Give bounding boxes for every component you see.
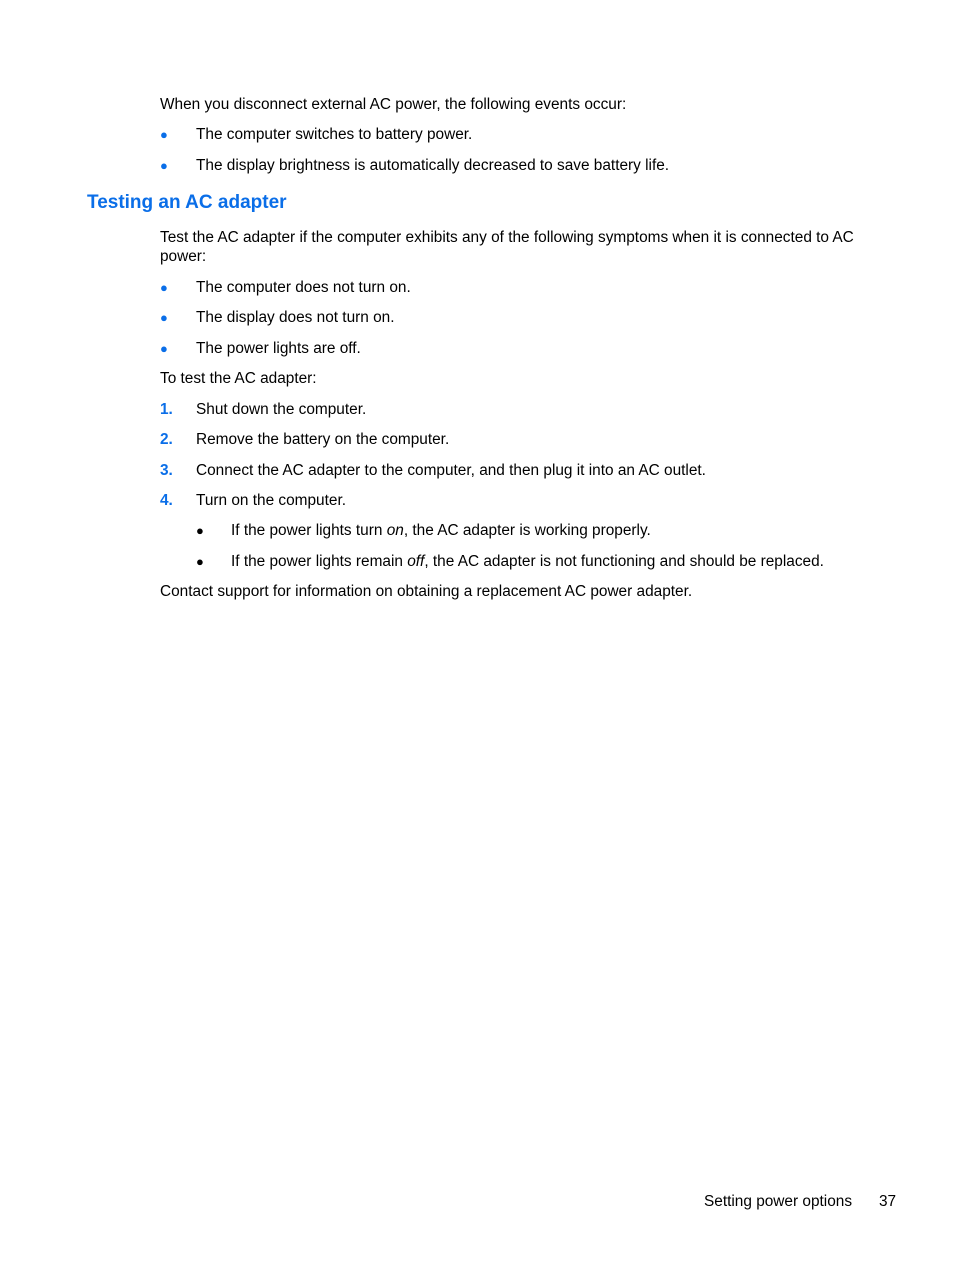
bullet-icon: ● bbox=[196, 523, 204, 538]
step-text: Shut down the computer. bbox=[196, 401, 367, 418]
step-number: 3. bbox=[160, 462, 173, 479]
bullet-icon: ● bbox=[160, 280, 168, 295]
step-number: 4. bbox=[160, 492, 173, 509]
list-item: The power lights are off. bbox=[196, 340, 361, 357]
list-item: The display does not turn on. bbox=[196, 309, 395, 326]
section-heading: Testing an AC adapter bbox=[87, 192, 287, 213]
list-item: The computer switches to battery power. bbox=[196, 126, 473, 143]
page-number: 37 bbox=[879, 1193, 897, 1210]
intro-paragraph: When you disconnect external AC power, the following events occur: bbox=[160, 96, 627, 113]
footer-section-title: Setting power options bbox=[704, 1193, 853, 1210]
step-number: 1. bbox=[160, 401, 173, 418]
step-text: Turn on the computer. bbox=[196, 492, 346, 509]
bullet-icon: ● bbox=[160, 310, 168, 325]
sub-list-item: If the power lights turn on, the AC adapter is working properly. bbox=[231, 522, 651, 539]
bullet-icon: ● bbox=[160, 127, 168, 142]
bullet-icon: ● bbox=[160, 158, 168, 173]
step-text: Connect the AC adapter to the computer, and then plug it into an AC outlet. bbox=[196, 462, 706, 479]
step-number: 2. bbox=[160, 431, 173, 448]
section-intro-paragraph: Test the AC adapter if the computer exhibits any of the following symptoms when it is connected to AC power: bbox=[160, 229, 854, 265]
list-item: The display brightness is automatically decreased to save battery life. bbox=[196, 157, 670, 174]
sub-list-item: If the power lights remain off, the AC adapter is not functioning and should be replaced. bbox=[231, 553, 824, 570]
bullet-icon: ● bbox=[196, 554, 204, 569]
steps-intro: To test the AC adapter: bbox=[160, 370, 317, 387]
step-text: Remove the battery on the computer. bbox=[196, 431, 450, 448]
bullet-icon: ● bbox=[160, 341, 168, 356]
list-item: The computer does not turn on. bbox=[196, 279, 411, 296]
closing-paragraph: Contact support for information on obtaining a replacement AC power adapter. bbox=[160, 583, 693, 600]
